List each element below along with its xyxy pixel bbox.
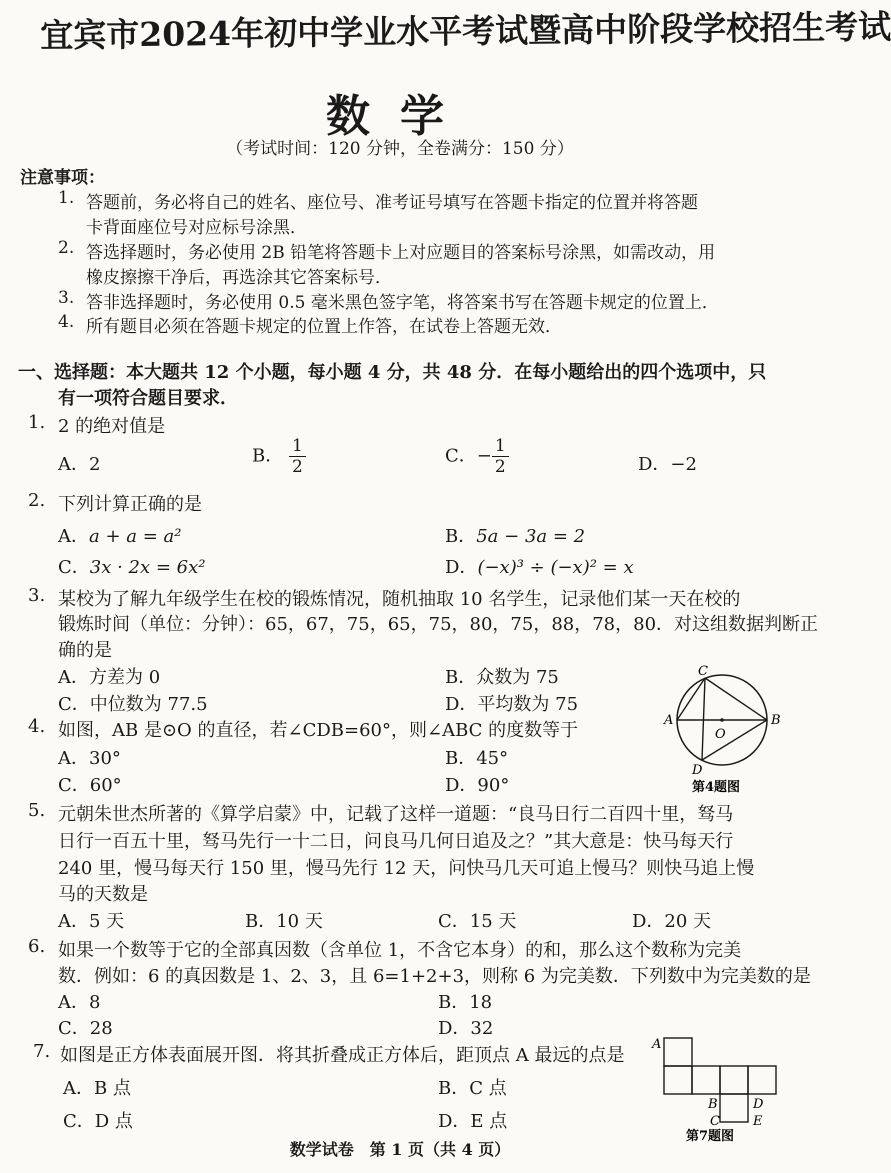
option-b [252,436,306,477]
option-label: C． [445,445,477,467]
option-label: A． [58,526,89,547]
point-label: A [664,713,674,728]
question-number: 2. [28,490,46,511]
option-b [445,522,585,548]
question-stem: 确的是 [58,640,112,661]
point-label: D [692,763,703,778]
net-square [664,1066,692,1094]
notice-item-number: 2. [58,238,75,258]
option-label: B． [252,445,284,467]
question-stem: 马的天数是 [58,884,148,905]
exam-title: 宜宾市2024年初中学业水平考试暨高中阶段学校招生考试 [40,7,891,55]
option-d: D．90° [445,775,510,796]
question-number: 6. [28,936,46,957]
question-stem: 元朝朱世杰所著的《算学启蒙》中，记载了这样一道题：“良马日行二百四十里，驽马 [58,804,734,825]
numerator: 1 [289,436,306,457]
notice-item-text: 卡背面座位号对应标号涂黑． [86,218,307,238]
notice-item-text: 答选择题时，务必使用 2B 铅笔将答题卡上对应题目的答案标号涂黑，如需改动，用 [86,243,716,263]
option-d: D．32 [438,1018,494,1039]
exam-info: （考试时间：120 分钟，全卷满分：150 分） [226,139,574,159]
question-stem: 如图是正方体表面展开图．将其折叠成正方体后，距顶点 A 最远的点是 [60,1045,625,1066]
question-number: 3. [28,585,46,606]
point-label: E [753,1114,763,1129]
page-footer: 数学试卷 第 1 页（共 4 页） [289,1140,511,1159]
minus-sign: − [476,445,492,467]
numerator: 1 [492,436,509,457]
option-c: C．15 天 [438,911,517,932]
question-stem: 240 里，慢马每天行 150 里，慢马先行 12 天，问快马几天可追上慢马？则快马追上慢 [58,858,755,879]
option-a: A．2 [58,454,101,475]
question-number: 7. [33,1041,51,1062]
notice-item-text: 答题前，务必将自己的姓名、座位号、准考证号填写在答题卡指定的位置并将答题 [86,193,698,213]
question-number: 5. [28,800,46,821]
option-c: C．中位数为 77.5 [58,694,208,715]
circle-figure [660,660,790,795]
option-a: A．方差为 0 [58,667,161,688]
option-a: A．8 [58,992,101,1013]
option-b: B．10 天 [245,911,323,932]
option-d: D．平均数为 75 [445,694,579,715]
option-a: A．B 点 [63,1078,131,1099]
option-d: D．20 天 [632,911,712,932]
point-label: B [771,713,781,728]
chord-ac [677,678,705,720]
option-b: B．C 点 [438,1078,507,1099]
notice-item-text: 所有题目必须在答题卡规定的位置上作答，在试卷上答题无效． [86,317,562,337]
option-label: D． [445,557,478,578]
notice-heading: 注意事项： [20,168,105,188]
net-square [748,1066,776,1094]
question-stem: 下列计算正确的是 [58,494,202,515]
option-a [58,522,181,548]
point-label: D [753,1097,764,1112]
net-square [720,1094,748,1122]
option-c [445,436,509,477]
notice-item-number: 3. [58,288,75,308]
question-stem: 数．例如：6 的真因数是 1、2、3，且 6=1+2+3，则称 6 为完美数．下列数中为完美数的是 [58,966,811,987]
option-c [58,553,206,579]
option-b: B．众数为 75 [445,667,559,688]
point-label: O [715,727,726,742]
point-label: C [710,1114,720,1129]
option-formula: a + a = a² [89,526,182,547]
question-stem: 锻炼时间（单位：分钟）：65，67，75，65，75，80，75，88，78，80．对这组数据判断正 [58,614,819,635]
option-label: C． [58,557,90,578]
option-label: B． [445,526,477,547]
chord-cb [705,678,767,720]
option-formula: 5a − 3a = 2 [476,526,586,547]
option-formula: 3x · 2x = 6x² [89,557,206,578]
center-point [720,718,724,722]
net-square [664,1038,692,1066]
chord-db [702,720,767,760]
notice-item-number: 1. [58,188,75,208]
question-stem: 日行一百五十里，驽马先行一十二日，问良马几何日追及之？”其大意是：快马每天行 [58,831,734,852]
option-d: D．−2 [638,454,697,475]
figure-caption: 第7题图 [686,1129,735,1144]
cube-net-figure [650,1032,780,1144]
question-stem: 如果一个数等于它的全部真因数（含单位 1，不含它本身）的和，那么这个数称为完美 [58,940,742,961]
denominator: 2 [291,457,303,477]
question-number: 4. [28,716,46,737]
notice-item-number: 4. [58,312,75,332]
question-stem: 如图，AB 是⊙O 的直径，若∠CDB=60°，则∠ABC 的度数等于 [58,720,579,741]
section-heading: 一、选择题：本大题共 12 个小题，每小题 4 分，共 48 分．在每小题给出的四个选项中，只 [18,362,767,383]
point-label: C [698,664,708,679]
fraction [492,436,509,477]
option-d [445,553,634,579]
option-formula: (−x)³ ÷ (−x)² = x [477,557,634,578]
figure-caption: 第4题图 [692,780,741,795]
net-square [692,1066,720,1094]
net-square [720,1066,748,1094]
option-d: D．E 点 [438,1111,508,1132]
option-c: C．28 [58,1018,113,1039]
option-c: C．D 点 [63,1111,133,1132]
point-label: A [652,1037,662,1052]
option-a: A．5 天 [58,911,125,932]
point-label: B [708,1097,718,1112]
notice-item-text: 答非选择题时，务必使用 0.5 毫米黑色签字笔，将答案书写在答题卡规定的位置上． [86,293,719,313]
question-stem: 某校为了解九年级学生在校的锻炼情况，随机抽取 10 名学生，记录他们某一天在校的 [58,589,741,610]
question-number: 1. [28,412,46,433]
option-b: B．18 [438,992,493,1013]
subject-title: 数学 [326,91,474,142]
option-b: B．45° [445,748,509,769]
denominator: 2 [494,457,506,477]
option-c: C．60° [58,775,122,796]
question-stem: 2 的绝对值是 [58,416,166,437]
chord-cd [702,678,705,760]
notice-item-text: 橡皮擦擦干净后，再选涂其它答案标号． [86,268,392,288]
section-heading: 有一项符合题目要求． [58,388,238,409]
fraction [289,436,306,477]
option-a: A．30° [58,748,121,769]
